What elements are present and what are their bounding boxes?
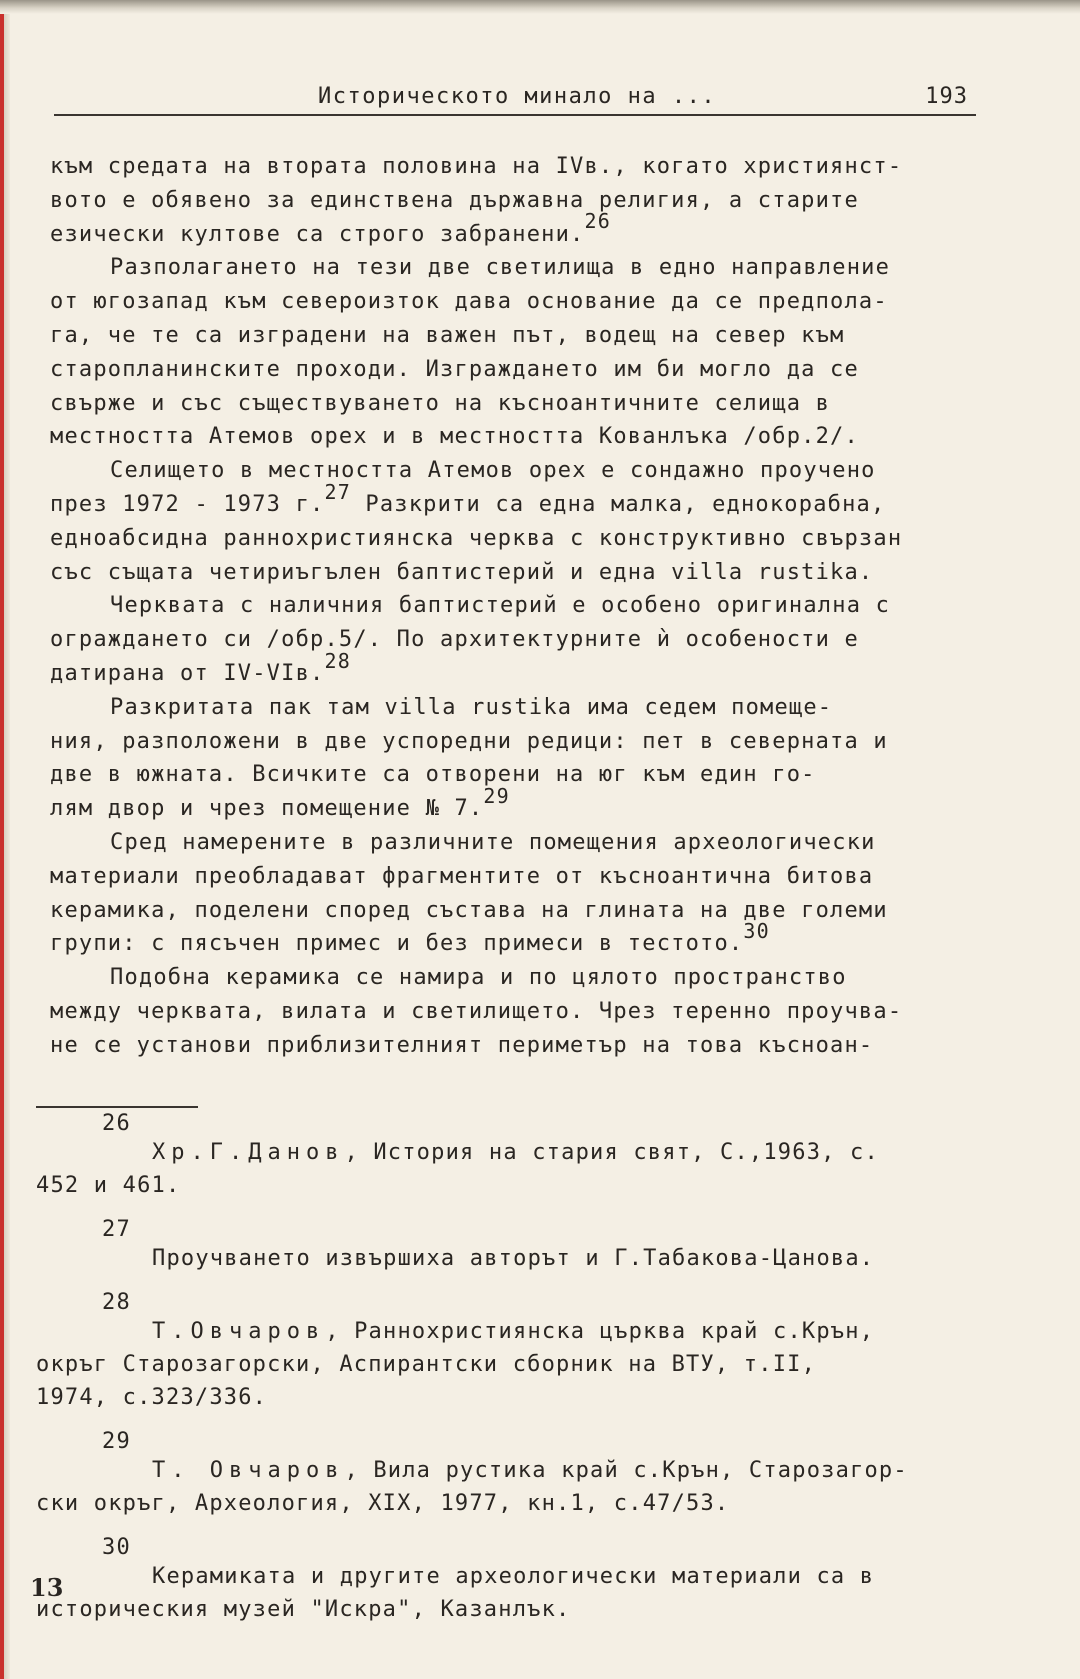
page-number: 193	[925, 84, 968, 109]
line-text: местността Атемов орех и в местността Кованлъка /обр.2/.	[50, 424, 859, 450]
text-line	[50, 691, 980, 725]
text-line	[50, 648, 980, 691]
footnote-text: , Раннохристиянска църква край с.Крън,	[325, 1319, 875, 1344]
text-line	[50, 353, 980, 387]
sheet-number: 13	[30, 1573, 64, 1602]
line-text: през 1972 - 1973 г.	[50, 491, 325, 517]
text-line	[50, 919, 980, 961]
footnote-line	[36, 1593, 986, 1626]
footnote-number: 30	[102, 1535, 131, 1560]
line-text: Черквата с наличния баптистерий е особено оригинална с	[110, 593, 891, 619]
footnote-line	[36, 1381, 986, 1414]
footnote	[36, 1291, 986, 1414]
text-line	[50, 150, 980, 184]
footnote-text: историческия музей "Искра", Казанлък.	[36, 1597, 571, 1622]
footnote-text: , Вила рустика край с.Крън, Старозагор-	[344, 1458, 908, 1483]
text-line	[50, 285, 980, 319]
line-text: ограждането си /обр.5/. По архитектурните ѝ особености е	[50, 627, 859, 653]
footnote-ref: 26	[584, 209, 611, 234]
footnote-text: Керамиката и другите археологически материали са в	[152, 1564, 875, 1589]
footnote-line	[36, 1242, 986, 1275]
line-text: ния, разположени в две успоредни редици: пет в северната и	[50, 728, 888, 754]
page-edge-left	[0, 0, 10, 1679]
footnote	[36, 1218, 986, 1275]
footnote-text: окръг Старозагорски, Аспирантски сборник на ВТУ, т.II,	[36, 1352, 817, 1377]
footnote-line	[36, 1315, 986, 1348]
line-text: едноабсидна раннохристиянска черква с конструктивно свързан	[50, 525, 903, 551]
line-text: вото е обявено за единствена държавна религия, а старите	[50, 187, 859, 213]
line-text: към средата на втората половина на IVв., когато християнст-	[50, 154, 903, 179]
footnote-number: 28	[102, 1290, 131, 1315]
footnote-number: 27	[102, 1217, 131, 1242]
footnote-line	[36, 1348, 986, 1381]
line-text: Селището в местността Атемов орех е сондажно проучено	[110, 458, 876, 484]
line-text: от югозапад към североизток дава основание да се предпола-	[50, 289, 888, 315]
text-line	[50, 251, 980, 285]
footnote-line	[36, 1454, 986, 1487]
text-line	[50, 209, 980, 252]
footnote-author: Т. Овчаров	[152, 1458, 345, 1483]
line-text: Подобна керамика се намира и по цялото пространство	[110, 965, 847, 991]
footnote-separator	[36, 1106, 198, 1108]
footnote-author: Т.Овчаров	[152, 1319, 326, 1344]
footnote-text: 1974, с.323/336.	[36, 1385, 268, 1410]
text-line	[50, 725, 980, 759]
footnote-line	[36, 1169, 986, 1202]
text-line	[50, 860, 980, 894]
line-text: Сред намерените в различните помещения археологически	[110, 829, 876, 855]
footnote-text: Проучването извършиха авторът и Г.Табакова-Цанова.	[152, 1246, 875, 1271]
line-text: Разполагането на тези две светилища в едно направление	[110, 255, 891, 281]
text-line	[50, 319, 980, 353]
line-text: две в южната. Всичките са отворени на юг към един го-	[50, 762, 816, 788]
running-header	[54, 82, 976, 116]
line-text-continued: Разкрити са една малка, еднокорабна,	[350, 491, 886, 517]
line-text: свърже и със съществуването на късноантичните селища в	[50, 390, 831, 416]
footnote-text: , История на стария свят, С.,1963, с.	[344, 1140, 879, 1165]
line-text: материали преобладават фрагментите от късноантична битова	[50, 863, 874, 889]
line-text: га, че те са изградени на важен път, водещ на север към	[50, 322, 845, 348]
footnote-line	[36, 1136, 986, 1169]
footnote-ref: 28	[324, 648, 351, 673]
line-text: старопланинските проходи. Изграждането им би могло да се	[50, 356, 859, 382]
text-line	[50, 1029, 980, 1063]
text-line	[50, 894, 980, 928]
text-line	[50, 995, 980, 1029]
text-line	[50, 522, 980, 556]
text-line	[50, 758, 980, 792]
footnote-text: 452 и 461.	[36, 1173, 181, 1198]
footnote-text: ски окръг, Археология, XIX, 1977, кн.1, с.47/53.	[36, 1491, 730, 1516]
footnote-line	[36, 1487, 986, 1520]
body-text	[50, 150, 980, 1063]
text-line	[50, 826, 980, 860]
text-line	[50, 556, 980, 590]
footnote-line	[36, 1560, 986, 1593]
running-title: Историческото минало на ...	[318, 84, 717, 109]
footnote-ref: 30	[743, 919, 770, 943]
line-text: групи: с пясъчен примес и без примеси в тестото.	[50, 931, 744, 957]
text-line	[50, 454, 980, 488]
text-line	[50, 479, 980, 522]
text-line	[50, 961, 980, 995]
line-text: не се установи приблизителният периметър на това късноан-	[50, 1032, 874, 1058]
text-line	[50, 420, 980, 454]
line-text: със същата четириъгълен баптистерий и една villa rustika.	[50, 559, 874, 585]
footnote-number: 29	[102, 1429, 131, 1454]
footnote-number: 26	[102, 1111, 131, 1136]
line-text: Разкритата пак там villa rustika има седем помеще-	[110, 694, 833, 720]
page-edge-top	[0, 0, 1080, 14]
line-text: керамика, поделени според състава на глината на две големи	[50, 897, 888, 923]
text-line	[50, 387, 980, 421]
text-line	[50, 184, 980, 218]
line-text: лям двор и чрез помещение № 7.	[50, 796, 484, 822]
line-text: между черквата, вилата и светилището. Чрез теренно проучва-	[50, 998, 903, 1024]
footnotes	[36, 1112, 986, 1642]
footnote-ref: 29	[483, 783, 510, 808]
line-text: датирана от IV-VIв.	[50, 660, 325, 686]
footnote-ref: 27	[324, 479, 351, 504]
footnote	[36, 1536, 986, 1626]
text-line	[50, 589, 980, 623]
text-line	[50, 783, 980, 826]
text-line	[50, 623, 980, 657]
footnote	[36, 1430, 986, 1520]
footnote	[36, 1112, 986, 1202]
footnote-author: Хр.Г.Данов	[152, 1140, 345, 1165]
line-text: езически култове са строго забранени.	[50, 221, 585, 247]
